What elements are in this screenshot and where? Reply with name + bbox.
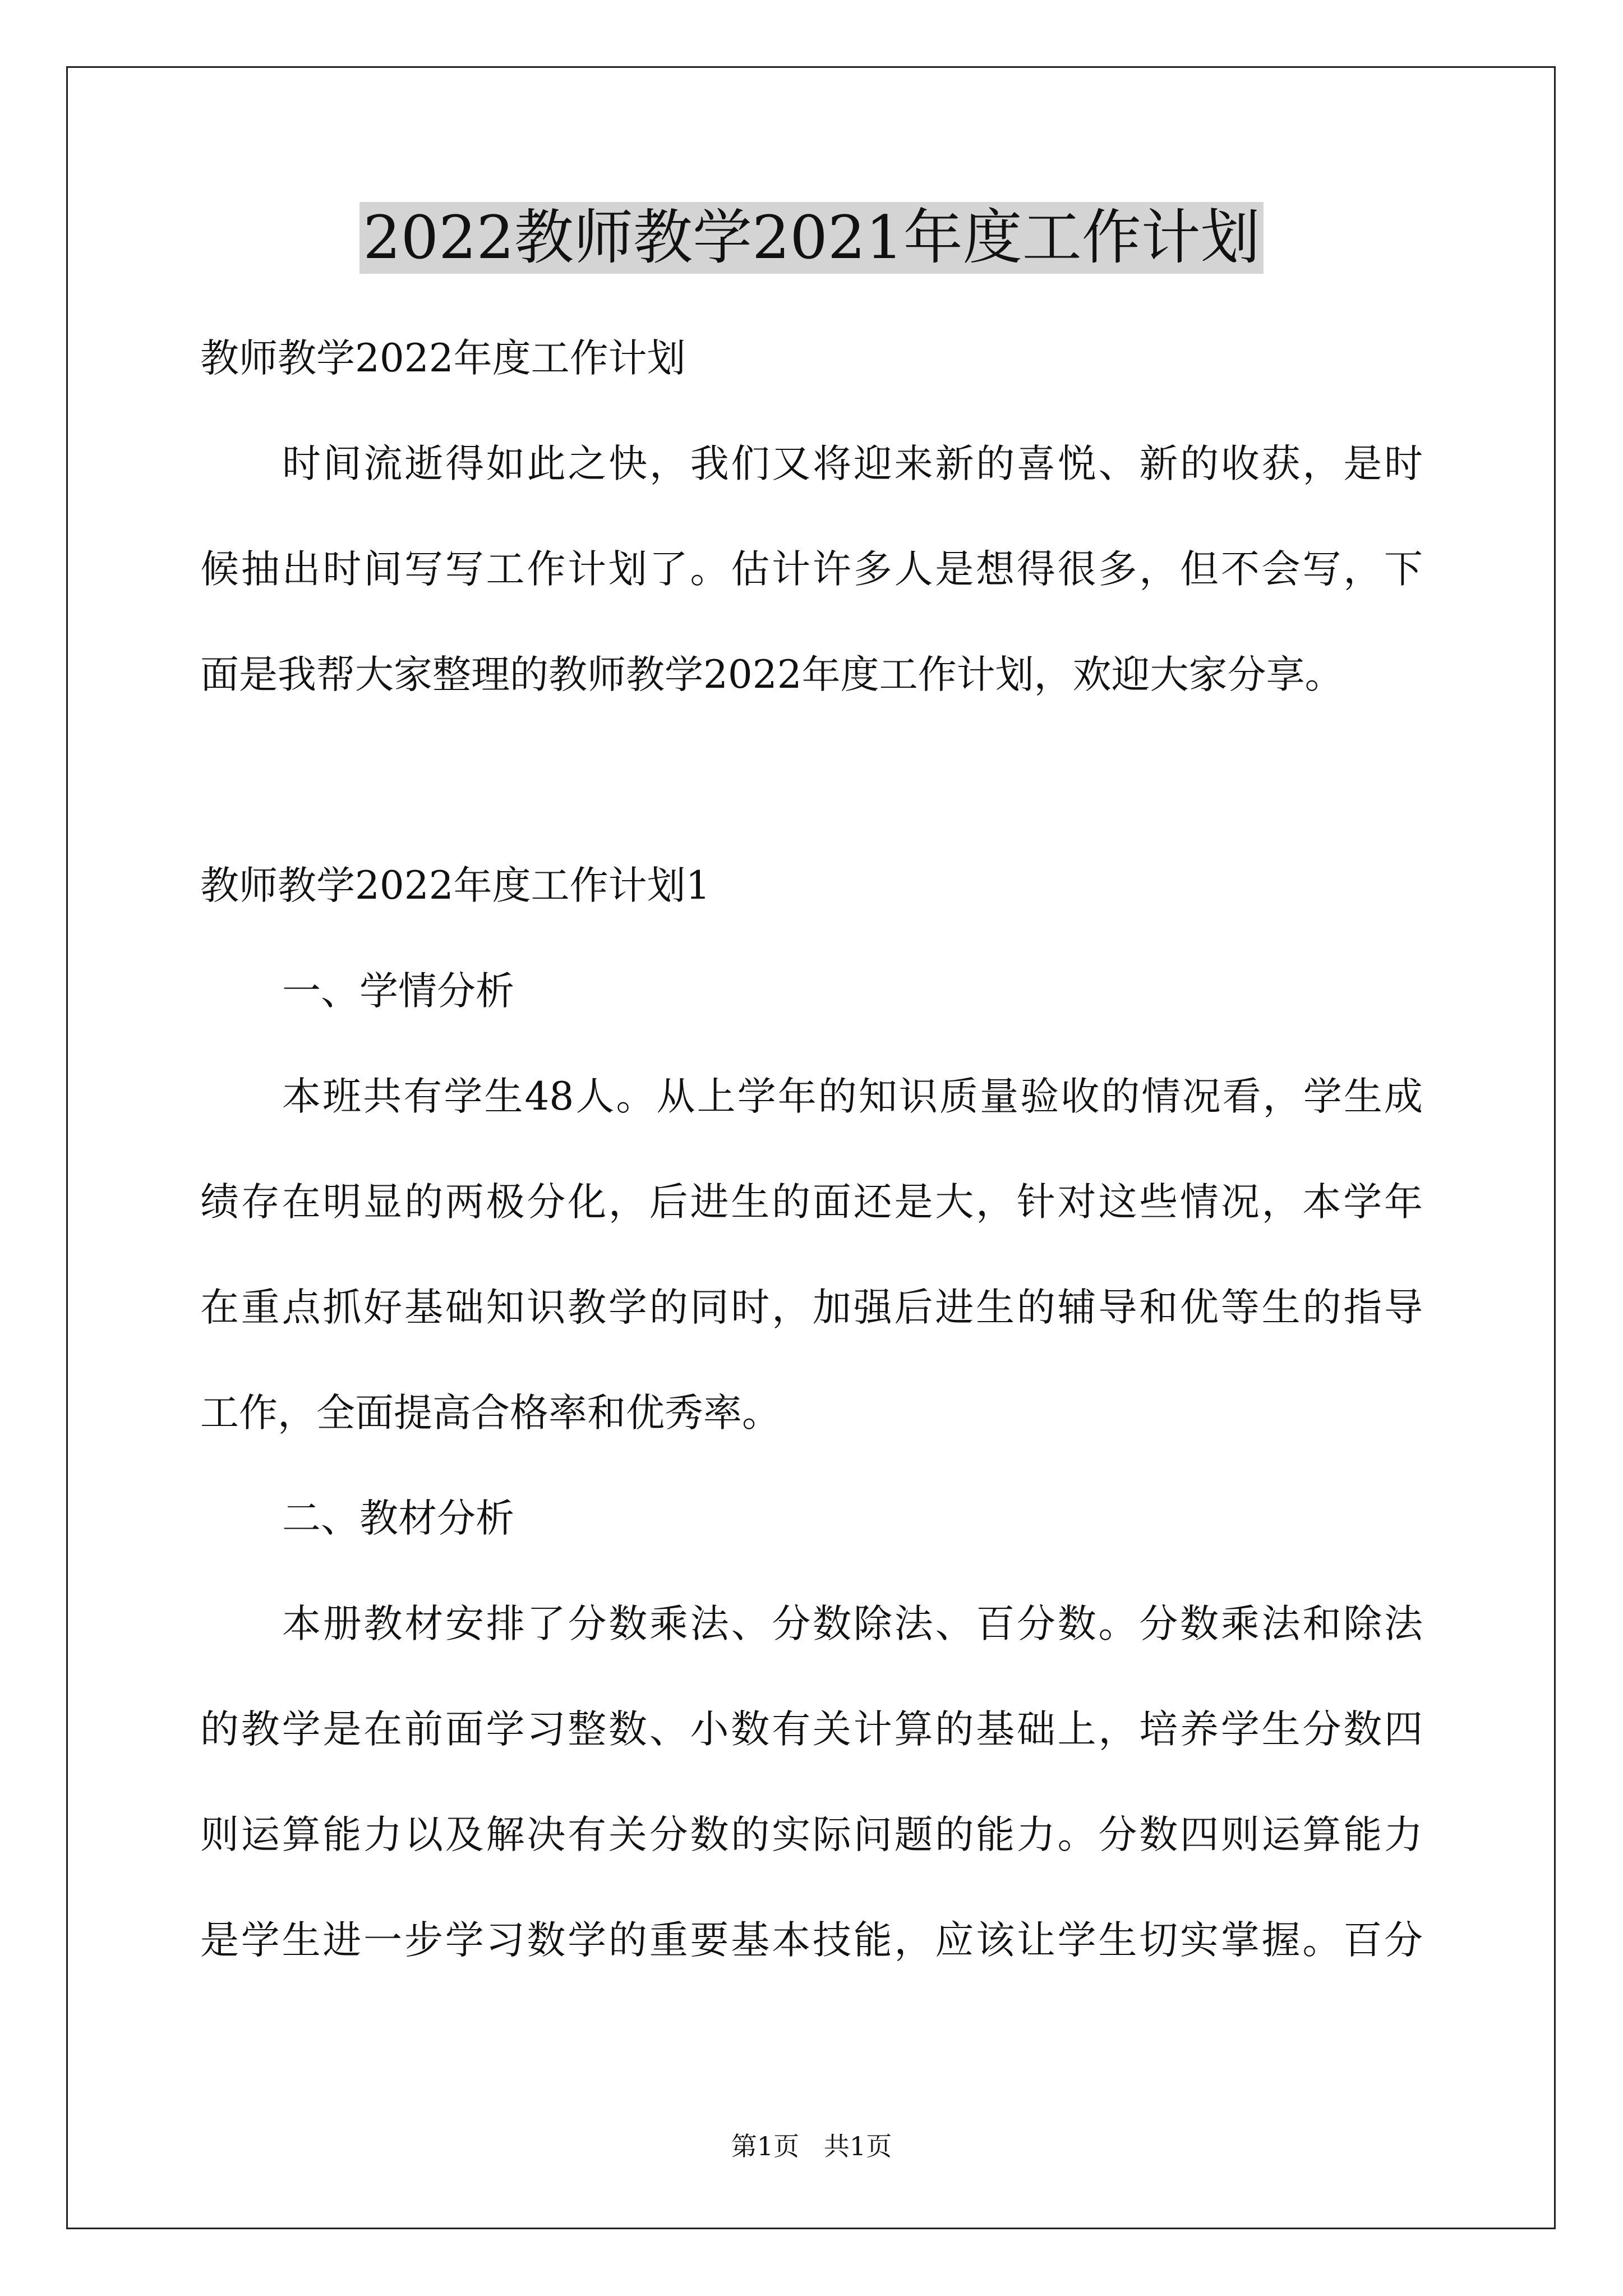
paragraph-line: 候抽出时间写写工作计划了。估计许多人是想得很多，但不会写，下	[200, 547, 1423, 592]
paragraph-line: 面是我帮大家整理的教师教学2022年度工作计划，欢迎大家分享。	[200, 652, 1344, 697]
paragraph-line: 则运算能力以及解决有关分数的实际问题的能力。分数四则运算能力	[200, 1812, 1423, 1857]
paragraph-line: 工作，全面提高合格率和优秀率。	[200, 1391, 781, 1435]
paragraph-line: 时间流逝得如此之快，我们又将迎来新的喜悦、新的收获，是时	[282, 441, 1423, 486]
document-body	[200, 306, 1423, 1993]
page-footer: 第1页 共1页	[731, 2131, 892, 2161]
subsection-heading: 一、学情分析	[282, 969, 514, 1014]
document-title: 2022教师教学2021年度工作计划	[359, 202, 1264, 274]
paragraph-line: 本册教材安排了分数乘法、分数除法、百分数。分数乘法和除法	[282, 1602, 1423, 1646]
paragraph-line: 绩存在明显的两极分化，后进生的面还是大，针对这些情况，本学年	[200, 1180, 1423, 1225]
section-heading: 教师教学2022年度工作计划1	[200, 863, 711, 908]
title-block	[0, 202, 1623, 274]
paragraph-line: 的教学是在前面学习整数、小数有关计算的基础上，培养学生分数四	[200, 1707, 1423, 1752]
paragraph-line: 在重点抓好基础知识教学的同时，加强后进生的辅导和优等生的指导	[200, 1285, 1423, 1330]
blank-line	[200, 728, 1423, 833]
subsection-heading: 二、教材分析	[282, 1496, 514, 1541]
subtitle-line: 教师教学2022年度工作计划	[200, 336, 686, 381]
paragraph-line: 是学生进一步学习数学的重要基本技能，应该让学生切实掌握。百分	[200, 1918, 1423, 1963]
paragraph-line: 本班共有学生48人。从上学年的知识质量验收的情况看，学生成	[282, 1074, 1423, 1119]
